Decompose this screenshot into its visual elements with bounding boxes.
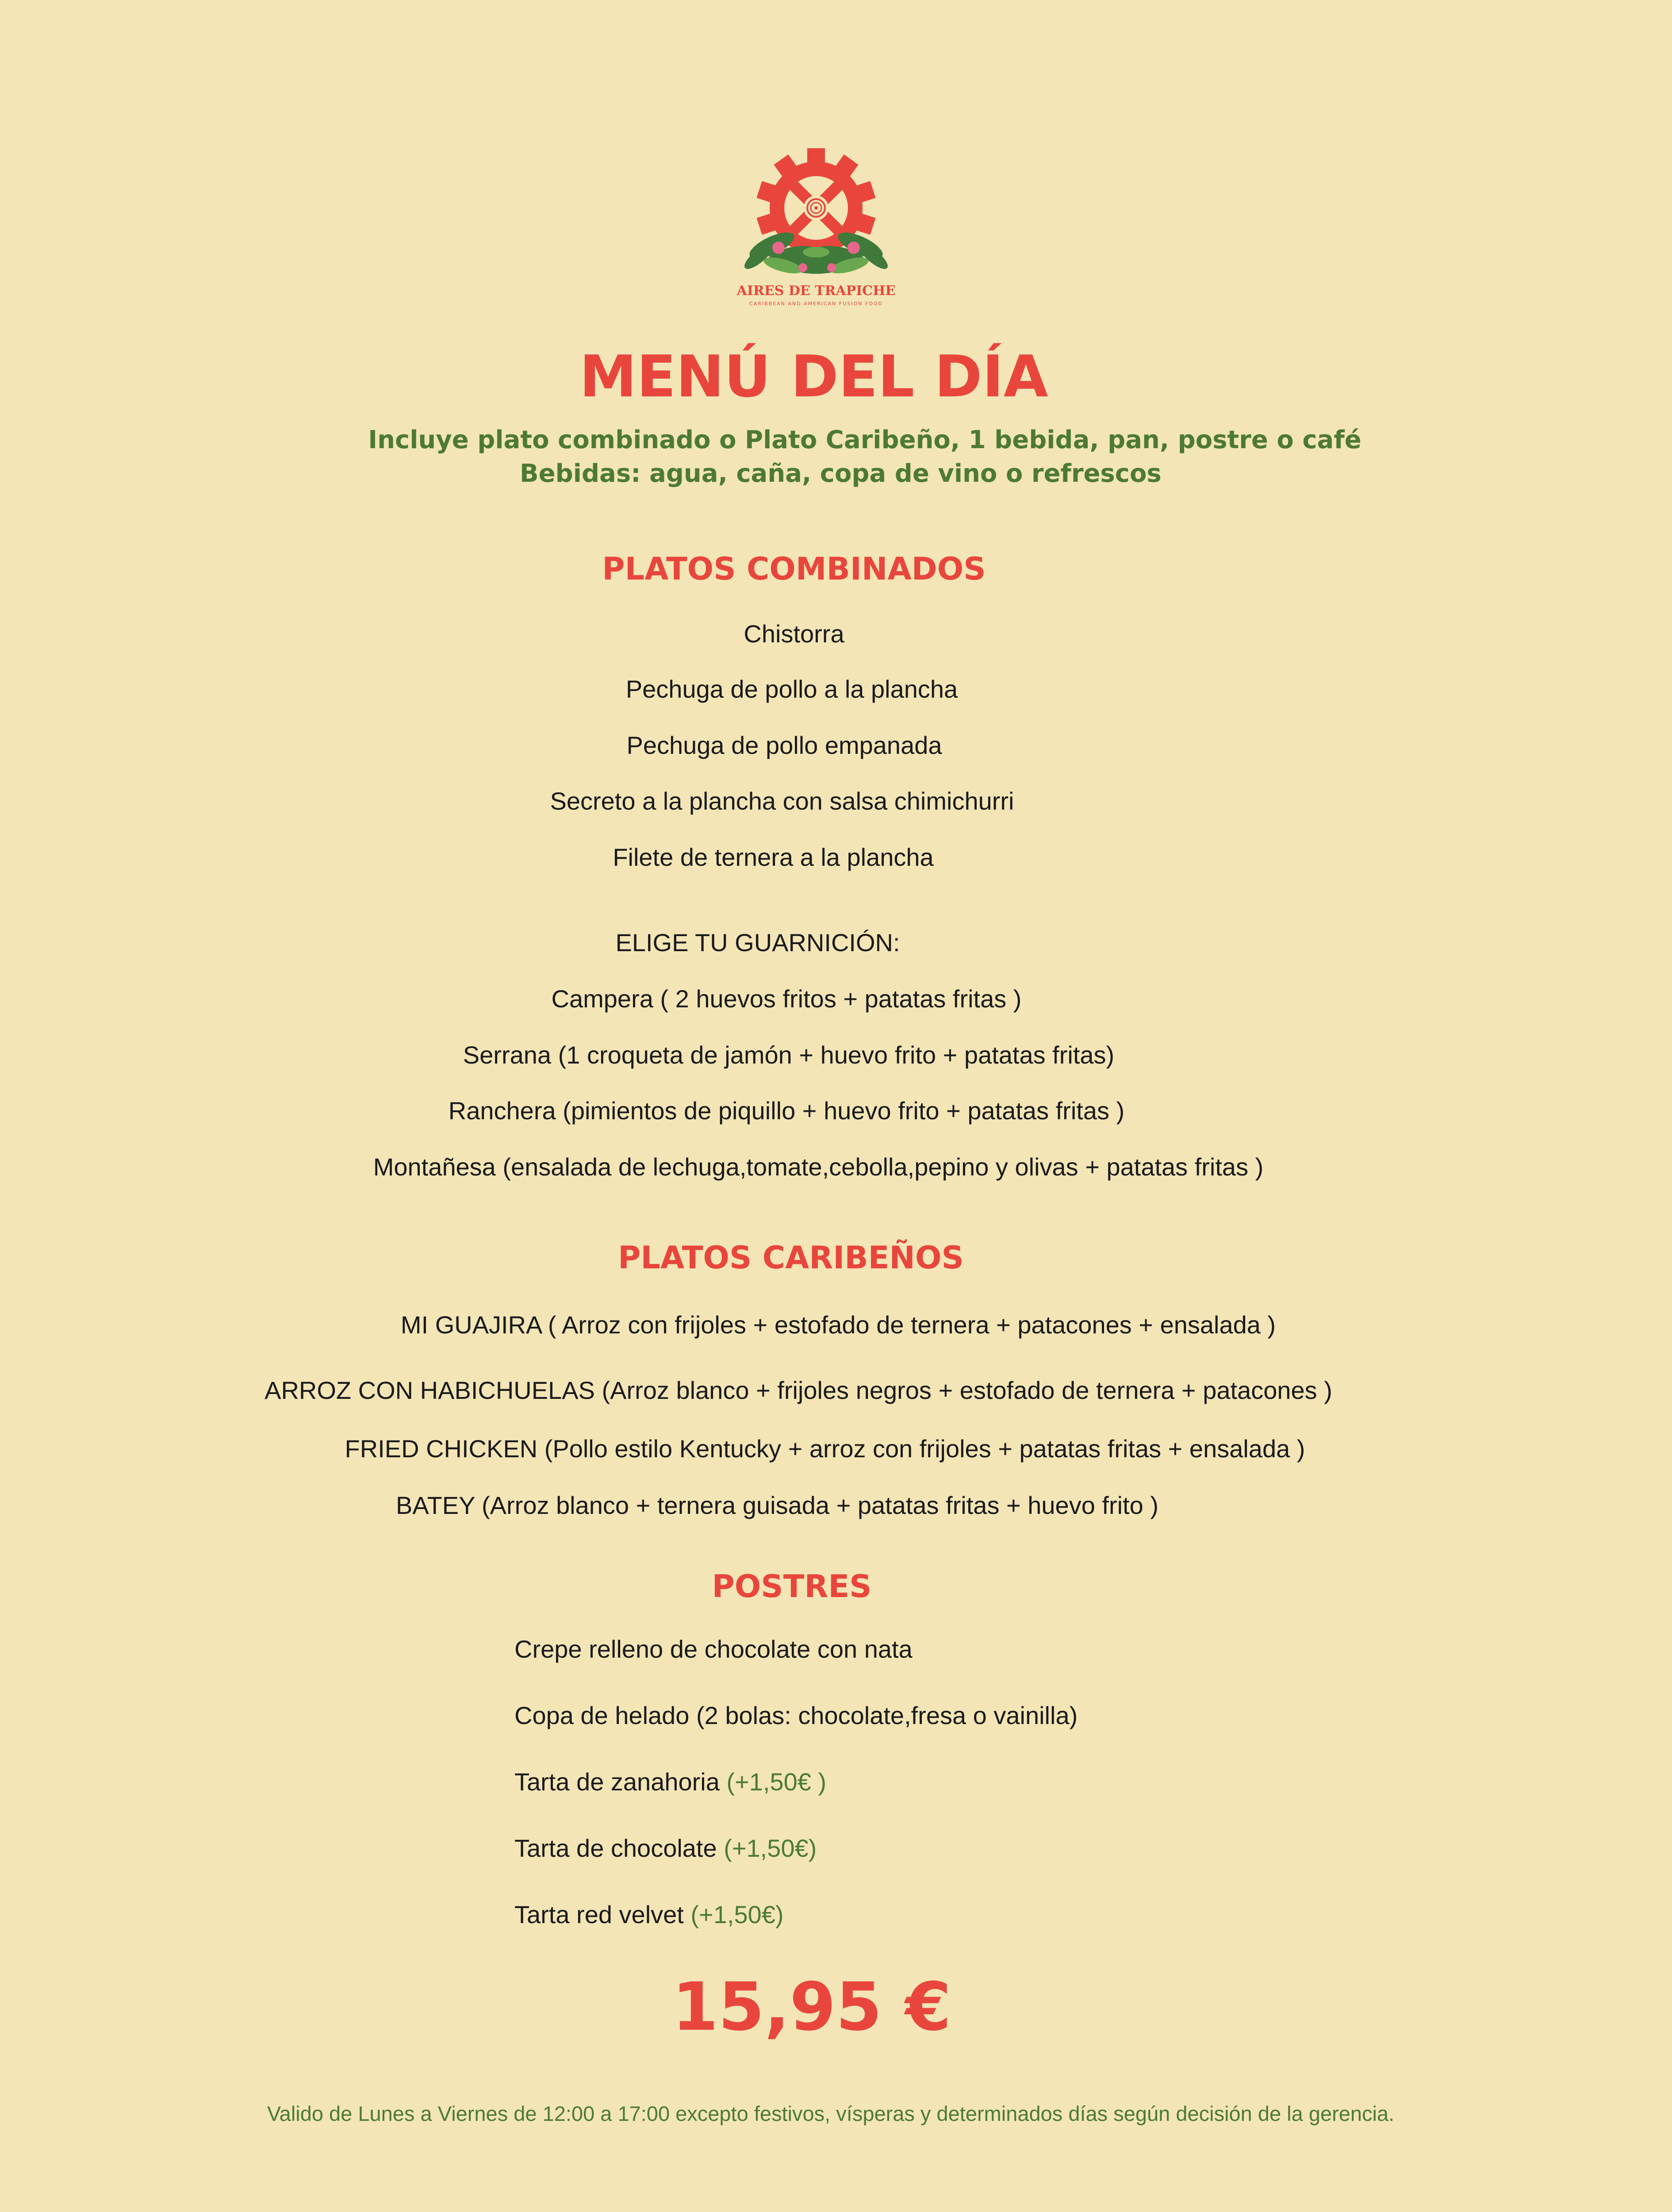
section-heading-postres: POSTRES bbox=[712, 1568, 872, 1605]
list-item: Serrana (1 croqueta de jamón + huevo frito + patatas fritas) bbox=[463, 1041, 1115, 1069]
list-item: ARROZ CON HABICHUELAS (Arroz blanco + frijoles negros + estofado de ternera + patacones ) bbox=[265, 1376, 1332, 1404]
section-heading-caribenos: PLATOS CARIBEÑOS bbox=[618, 1240, 964, 1276]
list-item: Copa de helado (2 bolas: chocolate,fresa o vainilla) bbox=[514, 1701, 1078, 1729]
list-item: Tarta de zanahoria (+1,50€ ) bbox=[514, 1768, 827, 1796]
restaurant-logo bbox=[732, 146, 900, 319]
logo-tagline-text: CARIBBEAN AND AMERICAN FUSION FOOD bbox=[749, 301, 883, 307]
garnish-heading: ELIGE TU GUARNICIÓN: bbox=[615, 929, 900, 956]
logo-brand-text: AIRES DE TRAPICHE bbox=[736, 283, 896, 299]
logo-emblem-icon bbox=[732, 146, 900, 319]
menu-title: MENÚ DEL DÍA bbox=[579, 343, 1048, 410]
extra-price: (+1,50€) bbox=[724, 1834, 817, 1862]
list-item: Filete de ternera a la plancha bbox=[613, 843, 934, 871]
list-item: Montañesa (ensalada de lechuga,tomate,cebolla,pepino y olivas + patatas fritas ) bbox=[373, 1153, 1264, 1181]
validity-note: Valido de Lunes a Viernes de 12:00 a 17:00 excepto festivos, vísperas y determinados días según decisión de la gerencia. bbox=[267, 2102, 1395, 2125]
list-item: Campera ( 2 huevos fritos + patatas fritas ) bbox=[551, 985, 1022, 1013]
menu-price: 15,95 € bbox=[672, 1969, 951, 2046]
menu-includes-text: Incluye plato combinado o Plato Caribeño, 1 bebida, pan, postre o café bbox=[368, 426, 1361, 454]
list-item: Tarta de chocolate (+1,50€) bbox=[514, 1834, 817, 1862]
list-item: Chistorra bbox=[744, 620, 844, 648]
list-item: Ranchera (pimientos de piquillo + huevo frito + patatas fritas ) bbox=[448, 1097, 1125, 1125]
menu-drinks-text: Bebidas: agua, caña, copa de vino o refrescos bbox=[520, 459, 1162, 488]
list-item: Tarta red velvet (+1,50€) bbox=[514, 1901, 784, 1928]
extra-price: (+1,50€ ) bbox=[726, 1768, 827, 1796]
list-item: BATEY (Arroz blanco + ternera guisada + patatas fritas + huevo frito ) bbox=[396, 1491, 1158, 1519]
list-item: MI GUAJIRA ( Arroz con frijoles + estofado de ternera + patacones + ensalada ) bbox=[400, 1311, 1276, 1339]
list-item: Crepe relleno de chocolate con nata bbox=[514, 1635, 913, 1663]
list-item: Pechuga de pollo a la plancha bbox=[625, 675, 958, 703]
section-heading-combinados: PLATOS COMBINADOS bbox=[602, 551, 986, 587]
list-item: Pechuga de pollo empanada bbox=[626, 731, 942, 759]
list-item: FRIED CHICKEN (Pollo estilo Kentucky + arroz con frijoles + patatas fritas + ensalada ) bbox=[345, 1435, 1305, 1463]
list-item: Secreto a la plancha con salsa chimichurri bbox=[550, 787, 1014, 815]
extra-price: (+1,50€) bbox=[690, 1901, 784, 1928]
